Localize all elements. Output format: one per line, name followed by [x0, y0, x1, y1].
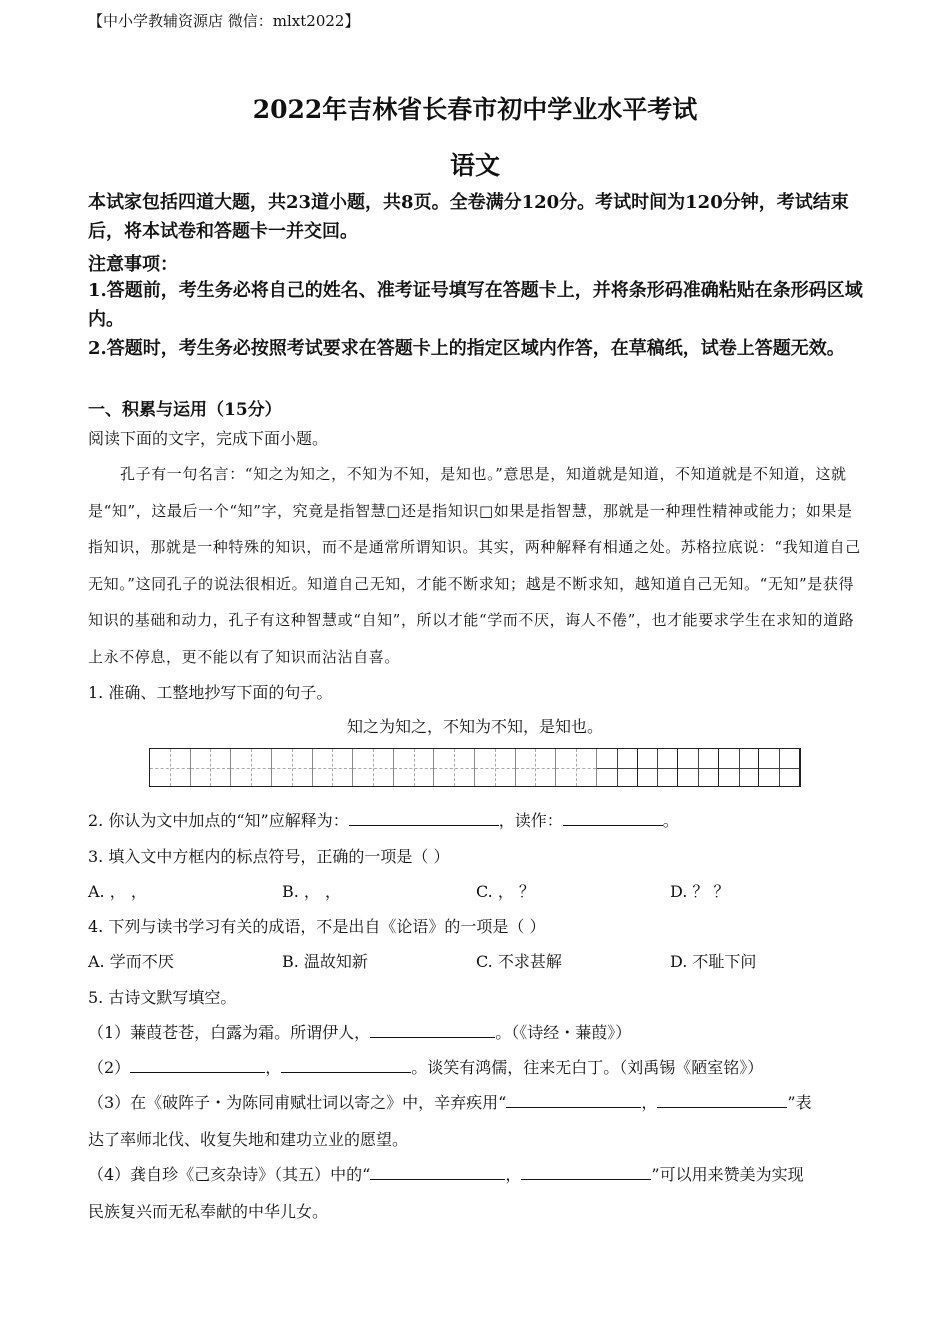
- grid-cell[interactable]: [475, 749, 516, 786]
- q3-option-a[interactable]: A. ， ，: [88, 882, 147, 901]
- q5-2-text-b: ，: [265, 1058, 282, 1077]
- reading-passage: [88, 456, 863, 676]
- grid-cell[interactable]: [516, 749, 557, 786]
- q4-option-c[interactable]: C. 不求甚解: [476, 952, 562, 971]
- q3-option-d[interactable]: D. ？ ？: [670, 882, 730, 901]
- q5-item-3-cont: 达了率师北伐、收复失地和建功立业的愿望。: [88, 1130, 409, 1149]
- grid-cell[interactable]: [272, 749, 313, 786]
- grid-cell[interactable]: [150, 749, 191, 786]
- q4-option-a[interactable]: A. 学而不厌: [88, 952, 174, 971]
- q5-3-text-a: （3）在《破阵子・为陈同甫赋壮词以寄之》中，辛弃疾用“: [88, 1093, 507, 1112]
- q2-text-b: ，读作：: [498, 811, 563, 830]
- q4-option-d[interactable]: D. 不耻下问: [670, 952, 757, 971]
- grid-cell[interactable]: [231, 749, 272, 786]
- grid-cell[interactable]: [394, 749, 435, 786]
- grid-cell[interactable]: [759, 749, 800, 786]
- q5-3-text-b: ，: [641, 1093, 658, 1112]
- q5-2-text-c: 。谈笑有鸿儒，往来无白丁。（刘禹锡《陋室铭》）: [411, 1058, 764, 1077]
- writing-grid[interactable]: [149, 748, 801, 787]
- q2-answer-blank-2[interactable]: [563, 811, 663, 826]
- q5-item-4: [88, 1162, 804, 1185]
- q5-3-blank-1[interactable]: [506, 1093, 641, 1108]
- passage-text: 孔子有一句名言：“知之为知之，不知为不知，是知也。”意思是，知道就是知道，不知道就是不知道，这就是“知”，这最后一个“知”字，究竟是指智慧□还是指知识□如果是指智慧，那就是一种理性精神或能力；如果是指知识，那就是一种特殊的知识，而不是通常所谓知识。其实，两种解释有相通之处。苏格拉底说：“我知道自己无知。”这同孔子的说法很相近。知道自己无知，才能不断求知；越是不断求知，越知道自己无知。“无知”是获得知识的基础和动力，孔子有这种智慧或“自知”，所以才能“学而不厌，诲人不倦”，也才能要求学生在求知的道路上永不停息，更不能以有了知识而沾沾自喜。: [88, 465, 861, 666]
- q2-answer-blank-1[interactable]: [349, 811, 499, 826]
- subject-title: 语文: [449, 151, 500, 180]
- grid-cell[interactable]: [678, 749, 719, 786]
- q2-text-a: 2. 你认为文中加点的“知”应解释为：: [88, 811, 349, 830]
- q5-2-blank-2[interactable]: [281, 1058, 411, 1073]
- q4-option-b[interactable]: B. 温故知新: [282, 952, 368, 971]
- q5-4-blank-2[interactable]: [521, 1165, 651, 1180]
- q5-2-text-a: （2）: [88, 1058, 131, 1077]
- q5-4-text-a: （4）龚自珍《己亥杂诗》（其五）中的“: [88, 1165, 371, 1184]
- grid-cell[interactable]: [638, 749, 679, 786]
- grid-cell[interactable]: [313, 749, 354, 786]
- q5-3-text-c: ”表: [787, 1093, 812, 1112]
- copy-sentence: 知之为知之，不知为不知，是知也。: [346, 717, 603, 736]
- section-heading: 一、积累与运用（15分）: [88, 400, 282, 420]
- q5-1-text-b: 。（《诗经・蒹葭》）: [495, 1023, 632, 1042]
- q5-1-text-a: （1）蒹葭苍苍，白露为霜。所谓伊人，: [88, 1023, 371, 1042]
- q5-1-blank[interactable]: [370, 1023, 495, 1038]
- grid-cell[interactable]: [556, 749, 597, 786]
- q5-3-blank-2[interactable]: [657, 1093, 787, 1108]
- q3-option-b[interactable]: B. ， ，: [282, 882, 342, 901]
- question-5: 5. 古诗文默写填空。: [88, 988, 237, 1007]
- q3-option-c[interactable]: C. ， ？: [476, 882, 535, 901]
- grid-cell[interactable]: [191, 749, 232, 786]
- q5-2-blank-1[interactable]: [130, 1058, 265, 1073]
- exam-title: 2022年吉林省长春市初中学业水平考试: [252, 95, 698, 124]
- grid-cell[interactable]: [434, 749, 475, 786]
- notice-1: 1.答题前，考生务必将自己的姓名、准考证号填写在答题卡上，并将条形码准确粘贴在条形码区域内。: [88, 280, 863, 330]
- question-2: [88, 808, 679, 831]
- question-4: 4. 下列与读书学习有关的成语，不是出自《论语》的一项是（ ）: [88, 917, 546, 936]
- q5-item-1: [88, 1020, 631, 1043]
- q5-item-2: [88, 1055, 763, 1078]
- grid-cell[interactable]: [719, 749, 760, 786]
- q2-text-c: 。: [662, 811, 679, 830]
- notice-2: 2.答题时，考生务必按照考试要求在答题卡上的指定区域内作答，在草稿纸，试卷上答题无效。: [88, 338, 845, 359]
- question-1: 1. 准确、工整地抄写下面的句子。: [88, 683, 333, 702]
- instruction: 阅读下面的文字，完成下面小题。: [88, 429, 329, 448]
- q5-item-3: [88, 1090, 812, 1113]
- question-3: 3. 填入文中方框内的标点符号，正确的一项是（ ）: [88, 847, 450, 866]
- grid-cell[interactable]: [353, 749, 394, 786]
- grid-cell[interactable]: [597, 749, 638, 786]
- page-header: 【中小学教辅资源店 微信：mlxt2022】: [88, 12, 360, 30]
- exam-intro: 本试家包括四道大题，共23道小题，共8页。全卷满分120分。考试时间为120分钟，考试结束后，将本试卷和答题卡一并交回。: [88, 192, 849, 242]
- q5-4-text-b: ，: [505, 1165, 522, 1184]
- q5-4-blank-1[interactable]: [370, 1165, 505, 1180]
- notice-title: 注意事项：: [88, 254, 178, 275]
- q5-item-4-cont: 民族复兴而无私奉献的中华儿女。: [88, 1202, 329, 1221]
- q5-4-text-c: ”可以用来赞美为实现: [651, 1165, 804, 1184]
